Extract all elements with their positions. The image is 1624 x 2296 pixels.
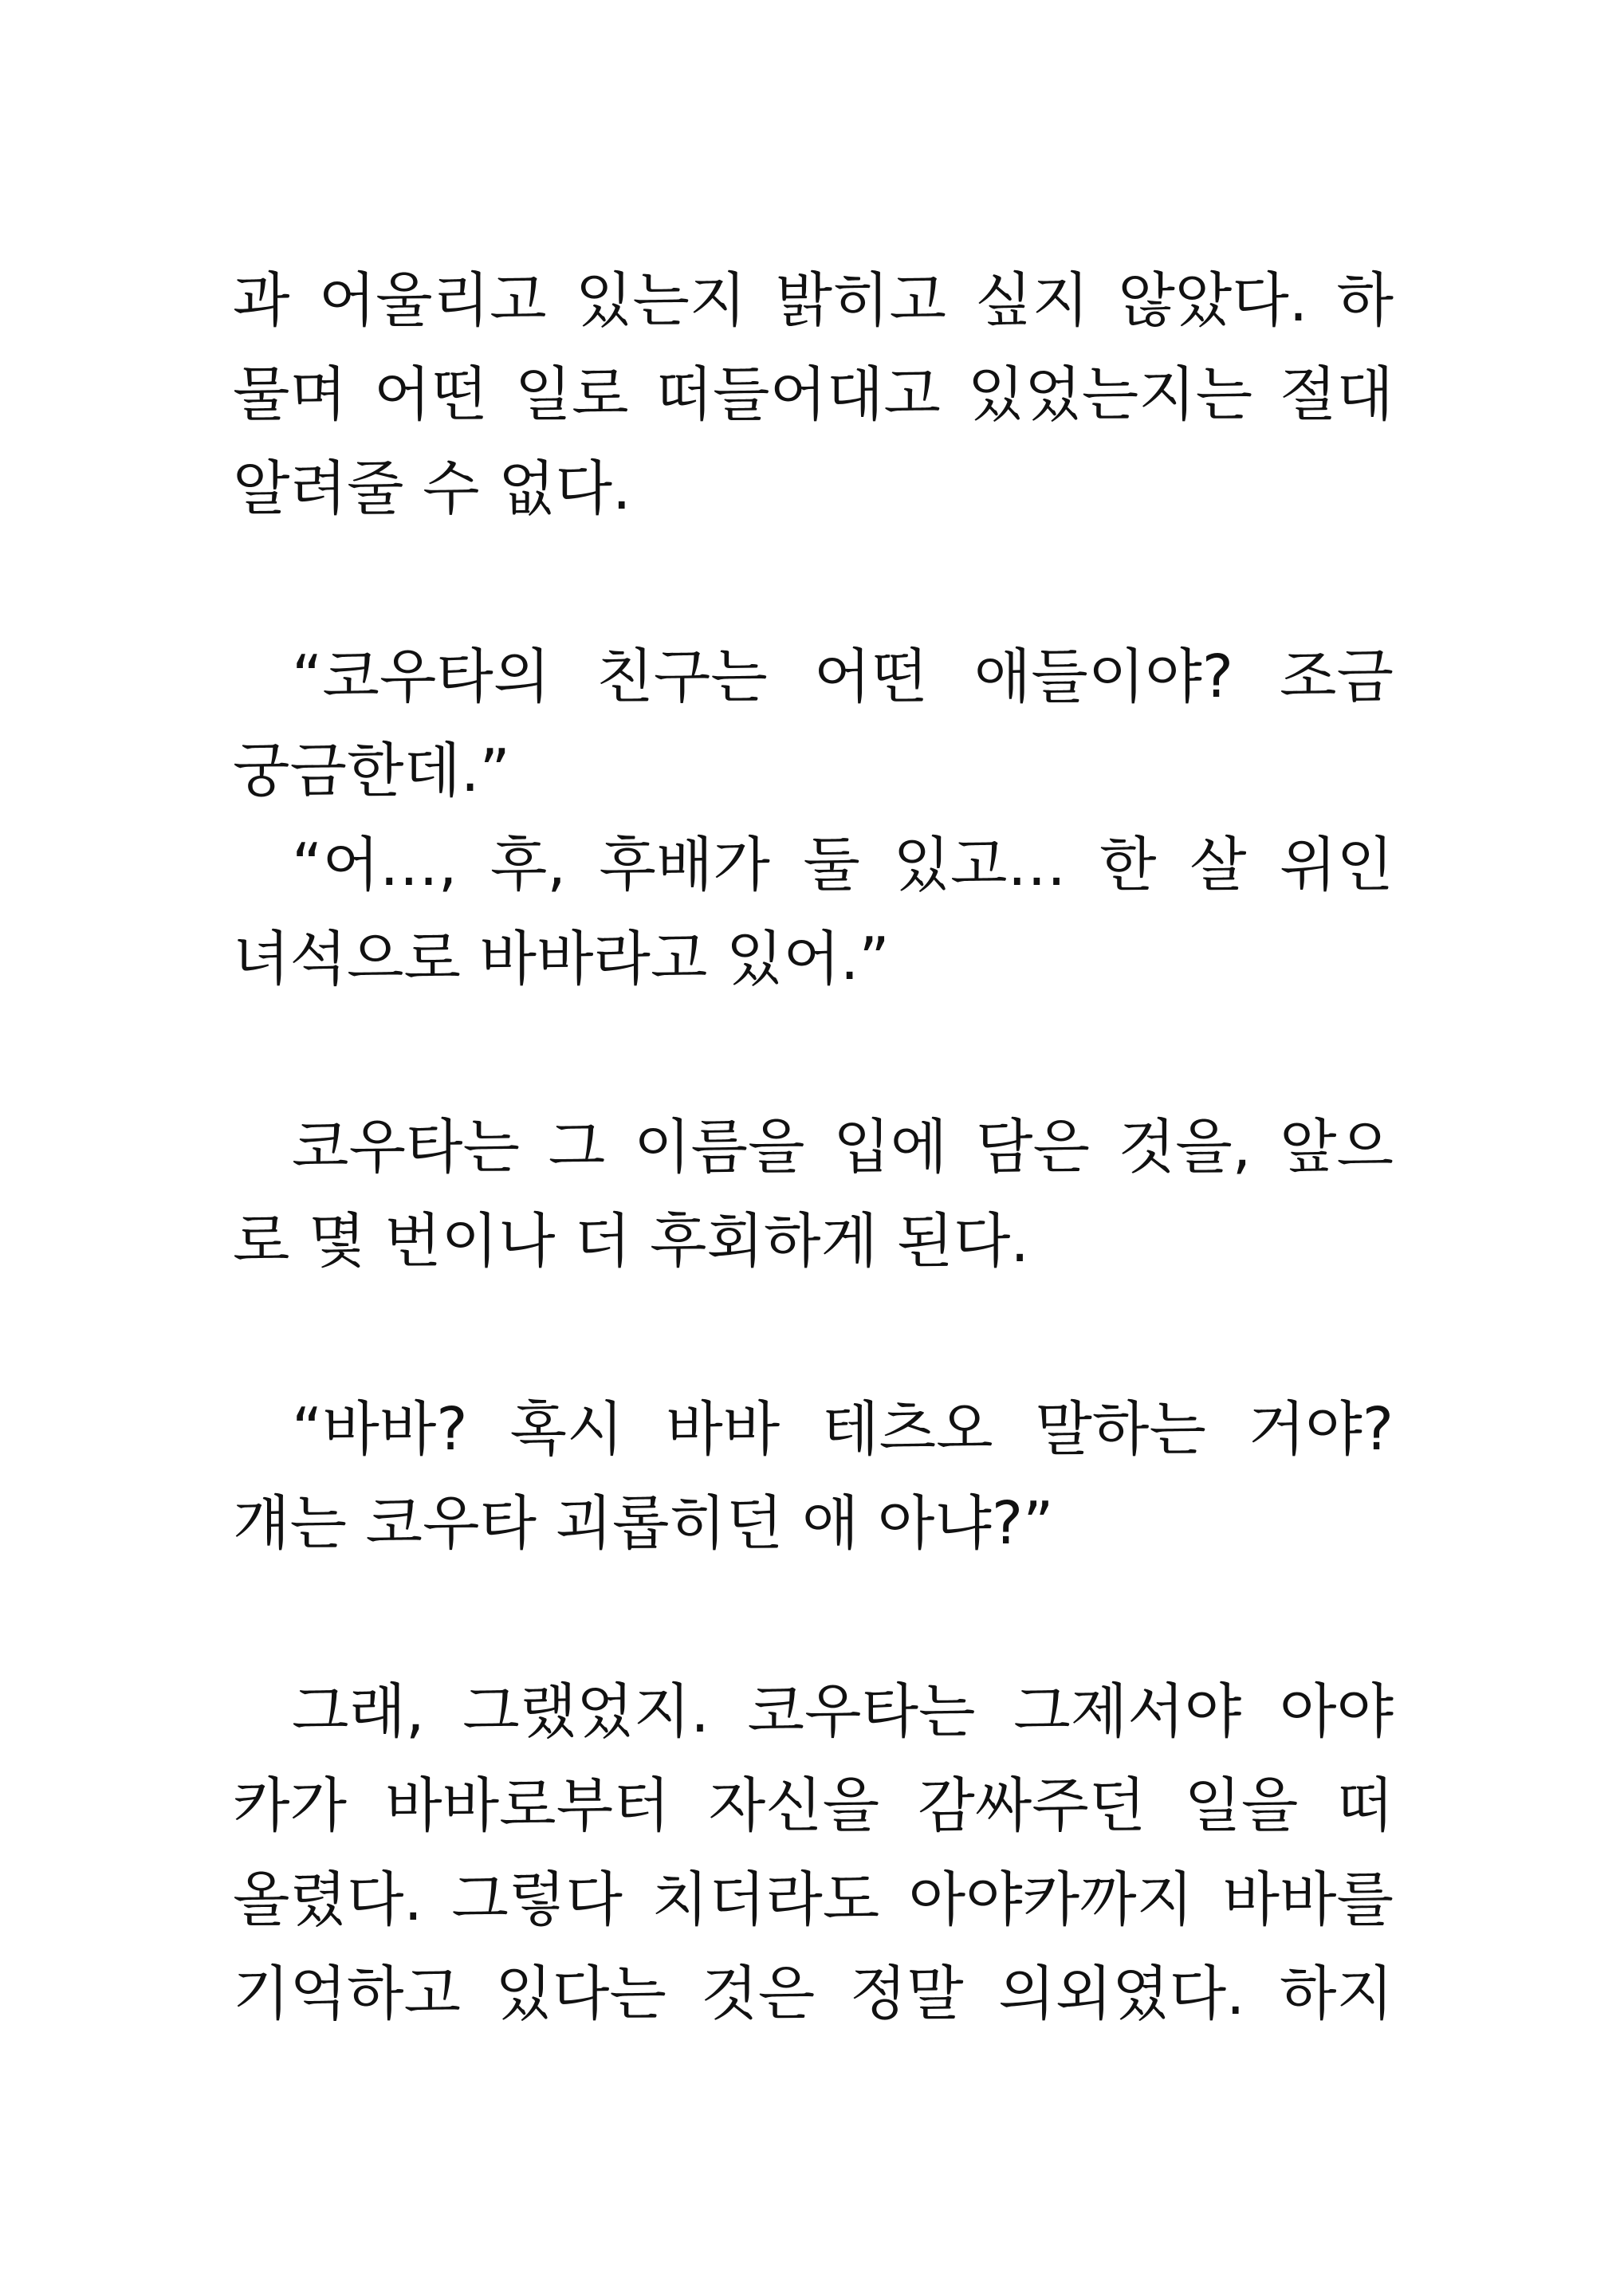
text-line: 올렸다. 그렇다 치더라도 아야카까지 바바를	[233, 1866, 1394, 1934]
text-line: 카가 바바로부터 자신을 감싸주던 일을 떠	[233, 1771, 1394, 1840]
paragraph-gap	[233, 1288, 1394, 1382]
text-line: 물며 어떤 일로 떠들어대고 있었는지는 절대	[233, 360, 1394, 429]
text-line: “코우타의 친구는 어떤 애들이야? 조금	[292, 643, 1394, 711]
paragraph	[233, 1382, 1394, 1571]
text-line: 녀석으로 바바라고 있어.”	[233, 925, 890, 993]
text-line: “어…, 후, 후배가 둘 있고… 한 살 위인	[292, 831, 1394, 899]
paragraph	[233, 1665, 1394, 2041]
body-text	[233, 254, 1394, 2041]
text-line: 과 어울리고 있는지 밝히고 싶지 않았다. 하	[233, 266, 1394, 335]
text-line: 걔는 코우타 괴롭히던 애 아냐?”	[233, 1489, 1054, 1558]
paragraph	[233, 254, 1394, 536]
text-line: 궁금한데.”	[233, 737, 510, 805]
text-line: “바바? 혹시 바바 테츠오 말하는 거야?	[292, 1395, 1394, 1464]
text-line: 기억하고 있다는 것은 정말 의외였다. 하지	[233, 1960, 1394, 2028]
paragraph	[233, 630, 1394, 818]
text-line: 그래, 그랬었지. 코우타는 그제서야 아야	[292, 1677, 1394, 1746]
paragraph	[233, 818, 1394, 1006]
text-line: 코우타는 그 이름을 입에 담은 것을, 앞으	[292, 1113, 1394, 1181]
text-line: 알려줄 수 없다.	[233, 454, 631, 523]
paragraph-gap	[233, 1006, 1394, 1100]
text-line: 로 몇 번이나 더 후회하게 된다.	[233, 1207, 1029, 1276]
paragraph	[233, 1100, 1394, 1288]
paragraph-gap	[233, 536, 1394, 630]
paragraph-gap	[233, 1571, 1394, 1665]
